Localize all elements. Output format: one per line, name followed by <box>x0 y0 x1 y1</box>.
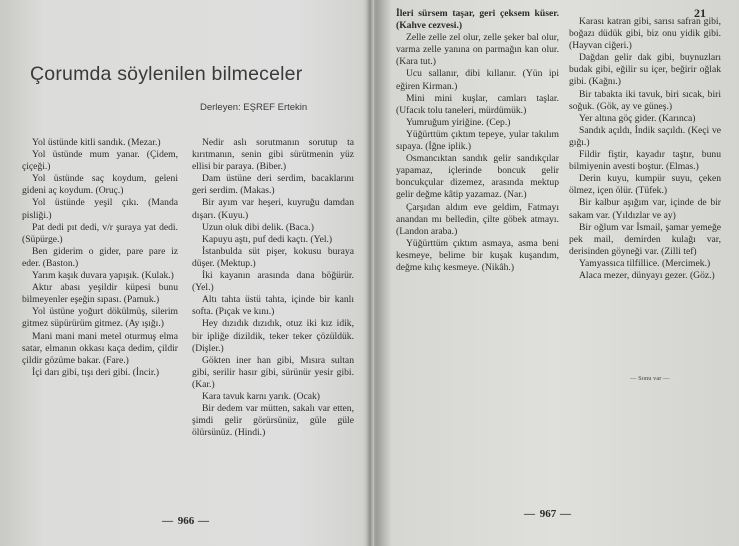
riddle: Altı tahta üstü tahta, içinde bir kanlı softa. (Pıçak ve kını.) <box>192 294 354 318</box>
riddle: Alaca mezer, dünyayı gezer. (Göz.) <box>579 269 715 281</box>
right-column-1 <box>396 8 559 274</box>
riddle: Zelle zelle zel olur, zelle şeker bal olur, varma zelle yanına on parmağın kan olur. (Kara tut.) <box>396 32 559 68</box>
page-number-value: 966 <box>177 515 195 527</box>
compiler-credit: Derleyen: EŞREF Ertekin <box>200 102 308 113</box>
riddle: İçi darı gibi, tışı deri gibi. (İncir.) <box>32 366 160 378</box>
riddle: Kara tavuk karnı yarık. (Ocak) <box>202 390 321 402</box>
riddle: İki kayanın arasında dana böğürür. (Yel.) <box>192 270 354 294</box>
riddle: Yüğürttüm çıktım asmaya, asma beni kesmeye, belime bir kuşak kuşandım, değme kılıç kesmeye. (Nikâh.) <box>396 237 559 273</box>
right-page <box>372 0 739 546</box>
left-column-1 <box>22 137 178 379</box>
riddle: Ben giderim o gider, pare pare iz eder. (Baston.) <box>22 245 178 269</box>
riddle: Ucu sallanır, dibi kıllanır. (Yün ipi eğiren Kirman.) <box>396 68 559 92</box>
riddle: Uzun oluk dibi delik. (Baca.) <box>202 221 314 233</box>
riddle: Mani mani mani metel oturmuş elma satar, elmanın okkası kaça dedim, çildir çildir gözüme bakar. (Fare.) <box>22 330 178 366</box>
riddle: Yarım kaşık duvara yapışık. (Kulak.) <box>32 270 174 282</box>
riddle: Yol üstünde mum yanar. (Çidem, çiçeği.) <box>22 149 178 173</box>
riddle: Nedir aslı sorutmanın sorutup ta kırıtmanın, senin gibi sürütmenin yüz ellisi bir paraya. (Biber.) <box>192 137 354 173</box>
riddle: Yol üstüne yoğurt dökülmüş, silerim gitmez süpürürüm gitmez. (Ay ışığı.) <box>22 306 178 330</box>
page-title: Çorumda söylenilen bilmeceler <box>30 63 303 85</box>
riddle: Fildir fiştir, kayadır taştır, bunu bilmiyenin avesti boştur. (Elmas.) <box>569 149 721 173</box>
riddle: Aktır abası yeşildir küpesi bunu bilmeyenler eşeğin sıpası. (Pamuk.) <box>22 282 178 306</box>
right-column-2 <box>569 16 721 282</box>
riddle: Osmancıktan sandık gelir sandıkçılar yapamaz, içlerinde boncuk gelir boncukçular dizemez, arasında mektup gelir değme kâtip yazamaz. (Nar.) <box>396 153 559 201</box>
riddle: Mini mini kuşlar, camları taşlar. (Ufacık tolu taneleri, mürdümük.) <box>396 92 559 116</box>
end-mark-text: Sonu var <box>638 375 662 382</box>
page-number: — 967 — <box>524 508 572 520</box>
riddle: Kapuyu aştı, puf dedi kaçtı. (Yel.) <box>202 233 333 245</box>
riddle: Çarşıdan aldım eve geldim, Fatmayı anandan mı belledin, çilte göbek atmayı. (Landon araba.) <box>396 201 559 237</box>
end-mark: — Sonu var — <box>630 375 670 382</box>
riddle: Yol üstünde yeşil çıkı. (Manda pisliği.) <box>22 197 178 221</box>
riddle: Yer altına göç gider. (Karınca) <box>579 112 696 124</box>
riddle: Yol üstünde saç koydum, geleni gideni aç koydum. (Oruç.) <box>22 173 178 197</box>
riddle: Dam üstüne deri serdim, bacaklarını geri serdim. (Makas.) <box>192 173 354 197</box>
page-number-value: 967 <box>539 508 557 520</box>
riddle: Bir oğlum var İsmail, şamar yemeğe pek mail, demirden kulağı var, derisinden göyneği var. (Zilli tef) <box>569 221 721 257</box>
riddle: Bir ayım var heşeri, kuyruğu damdan dışarı. (Kuyu.) <box>192 197 354 221</box>
riddle: Bir dedem var mütten, sakalı var etten, şimdi gelir görürsünüz, güle güle ölürsünüz. (Hindi.) <box>192 403 354 439</box>
riddle: Karası katran gibi, sarısı safran gibi, boğazı düdük gibi, biz onu yidik gibi. (Hayvan ciğeri.) <box>569 16 721 52</box>
riddle: Pat dedi pıt dedi, v/r şuraya yat dedi. (Süpürge.) <box>22 221 178 245</box>
riddle: Dağdan gelir dak gibi, buynuzları budak gibi, eğilir su içer, beğirir oğlak gibi. (Kağnı.) <box>569 52 721 88</box>
top-page-number: 21 <box>694 6 706 20</box>
riddle: Gökten iner han gibi, Mısıra sultan gibi, serilir hasır gibi, sürünür yesir gibi. (Kar.) <box>192 354 354 390</box>
riddle: İleri sürsem taşar, geri çeksem küser. (Kahve cezvesi.) <box>396 8 559 32</box>
left-column-2 <box>192 137 354 439</box>
riddle: Yüğürttüm çıktım tepeye, yular takılım sıpaya. (İğne iplik.) <box>396 128 559 153</box>
riddle: Yumruğum yiriğine. (Cep.) <box>406 116 511 128</box>
riddle: Hey dızıdık dızıdık, otuz iki kız idik, bir ipliğe dizildik, teker teker çözüldük. (Dişler.) <box>192 318 354 354</box>
riddle: Bir tabakta iki tavuk, biri sıcak, biri soğuk. (Gök, ay ve güneş.) <box>569 88 721 112</box>
riddle: Derin kuyu, kumpür suyu, çeken ölmez, içen ölür. (Tüfek.) <box>569 173 721 197</box>
riddle: Yol üstünde kitli sandık. (Mezar.) <box>32 137 161 148</box>
riddle: Yamyassıca tilfillice. (Mercimek.) <box>579 257 711 269</box>
riddle: Bir kalbur aşığım var, içinde de bir sakam var. (Yıldızlar ve ay) <box>569 197 721 221</box>
page-number: — 966 — <box>162 515 210 527</box>
riddle: İstanbulda süt pişer, kokusu buraya düşer. (Mektup.) <box>192 245 354 269</box>
riddle: Sandık açıldı, İndik saçıldı. (Keçi ve gığı.) <box>569 124 721 148</box>
